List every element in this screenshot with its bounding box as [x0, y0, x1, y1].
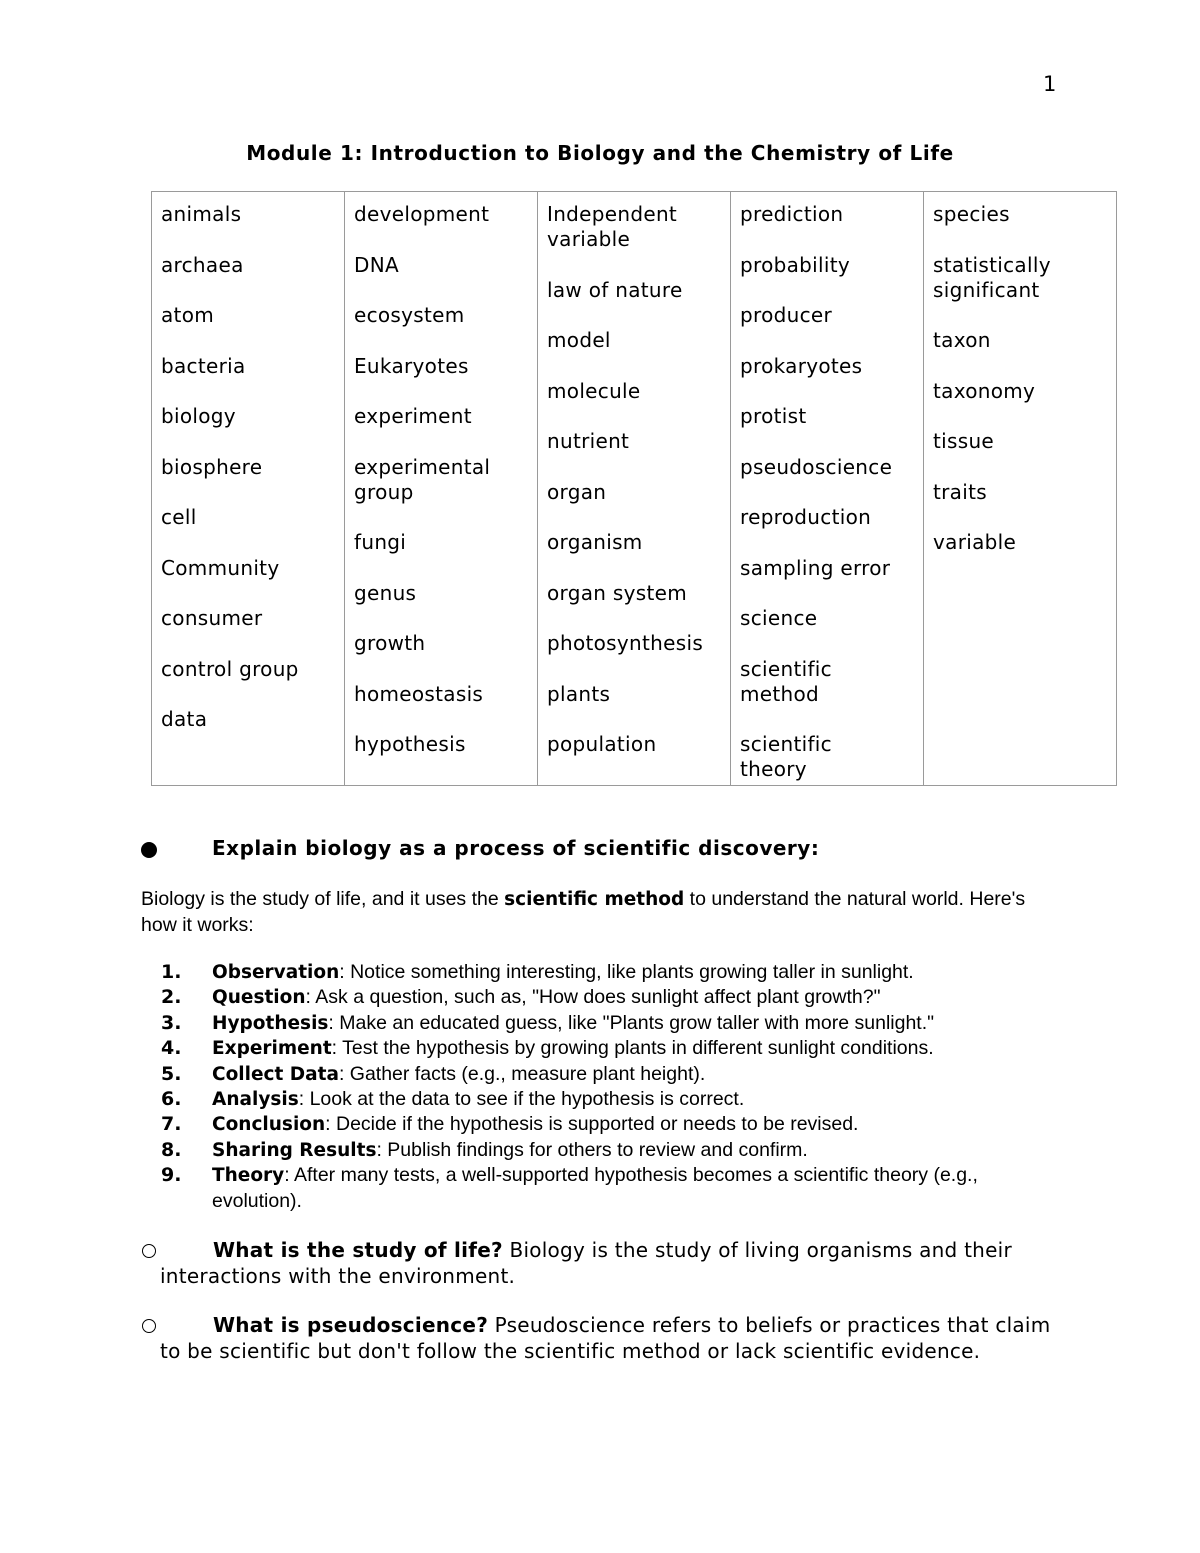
vocab-term: archaea [161, 252, 244, 277]
list-item [141, 1163, 1071, 1214]
step-number: 2. [161, 986, 182, 1009]
step-number: 7. [161, 1113, 182, 1136]
vocab-term: scientific method [740, 656, 832, 706]
list-item [141, 1011, 1071, 1036]
step-term: Hypothesis [212, 1012, 329, 1034]
step-term: Collect Data [212, 1063, 339, 1085]
vocab-term: ecosystem [354, 303, 465, 327]
vocab-term: organ [547, 479, 607, 504]
vocab-term: control group [161, 656, 299, 681]
vocab-term: Independent variable [547, 202, 678, 251]
vocab-term: taxon [933, 328, 991, 352]
vocab-term: population [547, 732, 657, 756]
step-number: 9. [161, 1164, 182, 1187]
step-number: 1. [161, 961, 182, 983]
qa-answer: Pseudoscience refers to beliefs or practices that claim to be scientific but don't follow the scientific method or lack scientific evidence. [160, 1313, 1051, 1363]
vocab-term: Community [161, 555, 280, 580]
page-number: 1 [1043, 72, 1057, 96]
vocab-term: protist [740, 404, 807, 428]
qa-answer: Biology is the study of living organisms and their interactions with the environment. [160, 1238, 1012, 1288]
vocab-column-4 [731, 192, 924, 786]
vocab-term: data [161, 707, 208, 731]
vocab-term: genus [354, 580, 417, 605]
vocab-term: photosynthesis [547, 631, 704, 655]
qa-item-study-of-life [141, 1238, 1071, 1289]
intro-text: to understand the natural world. Here's how it works: [141, 888, 1026, 936]
step-text: : Gather facts (e.g., measure plant height). [338, 1062, 706, 1085]
vocab-term: biosphere [161, 454, 263, 479]
vocab-term: traits [933, 479, 987, 504]
vocab-column-2 [345, 192, 538, 786]
vocab-term: sampling error [740, 555, 891, 580]
vocab-term: variable [933, 530, 1017, 554]
vocab-term: model [547, 328, 611, 352]
list-item [141, 1087, 1071, 1112]
table-row [152, 192, 1117, 786]
vocab-column-1 [152, 192, 345, 786]
vocab-term: statistically significant [933, 252, 1051, 302]
vocab-term: tissue [933, 429, 995, 453]
step-text: : Make an educated guess, like "Plants grow taller with more sunlight." [328, 1011, 935, 1034]
list-item [141, 1062, 1071, 1087]
vocab-term: probability [740, 252, 851, 277]
vocab-term: homeostasis [354, 681, 484, 706]
step-term: Conclusion [212, 1114, 326, 1136]
vocab-term: Eukaryotes [354, 353, 469, 378]
step-text: : After many tests, a well-supported hypothesis becomes a scientific theory (e.g., evolution). [212, 1164, 978, 1212]
vocab-term: experimental group [354, 454, 491, 504]
qa-question: What is pseudoscience? [213, 1313, 489, 1337]
list-item [141, 985, 1071, 1010]
step-term: Experiment [212, 1038, 332, 1060]
vocabulary-table [151, 191, 1117, 786]
vocab-term: fungi [354, 530, 407, 554]
vocab-term: scientific theory [740, 732, 832, 781]
step-number: 8. [161, 1138, 182, 1161]
qa-item-pseudoscience [141, 1313, 1071, 1364]
bullet-icon [141, 842, 157, 858]
vocab-term: producer [740, 303, 833, 327]
vocab-term: plants [547, 681, 611, 706]
step-number: 4. [161, 1037, 182, 1060]
vocab-term: science [740, 606, 818, 630]
step-text: : Test the hypothesis by growing plants in different sunlight conditions. [331, 1037, 934, 1060]
vocab-term: nutrient [547, 429, 630, 453]
list-item [141, 1036, 1071, 1061]
vocab-term: hypothesis [354, 732, 466, 756]
vocab-term: cell [161, 505, 197, 529]
step-text: : Decide if the hypothesis is supported or needs to be revised. [325, 1113, 859, 1136]
list-item [141, 1112, 1071, 1137]
vocab-term: prokaryotes [740, 353, 863, 378]
vocab-term: organism [547, 530, 643, 554]
step-term: Observation [212, 962, 340, 983]
step-text: : Look at the data to see if the hypothesis is correct. [298, 1088, 745, 1111]
qa-question: What is the study of life? [213, 1238, 503, 1262]
vocab-term: law of nature [547, 277, 683, 302]
step-number: 3. [161, 1011, 182, 1034]
vocab-column-5 [924, 192, 1117, 786]
vocab-term: molecule [547, 378, 641, 403]
intro-bold-term: scientific method [504, 889, 685, 910]
vocab-column-3 [538, 192, 731, 786]
hollow-bullet-icon [142, 1244, 156, 1258]
intro-paragraph [141, 887, 1061, 938]
vocab-term: prediction [740, 202, 844, 226]
vocab-term: pseudoscience [740, 454, 893, 479]
step-number: 6. [161, 1088, 182, 1111]
step-term: Theory [212, 1165, 285, 1187]
step-term: Analysis [212, 1089, 299, 1111]
vocab-term: atom [161, 303, 215, 327]
step-term: Sharing Results [212, 1139, 377, 1161]
list-item [141, 1138, 1071, 1163]
step-text: : Ask a question, such as, "How does sunlight affect plant growth?" [305, 986, 881, 1009]
scientific-method-steps [141, 960, 1071, 1214]
vocab-term: experiment [354, 404, 472, 428]
section-heading-text: Explain biology as a process of scientific discovery: [212, 836, 820, 860]
list-item [141, 960, 1071, 985]
step-number: 5. [161, 1062, 182, 1085]
hollow-bullet-icon [142, 1319, 156, 1333]
vocab-term: taxonomy [933, 378, 1036, 403]
step-text: : Publish findings for others to review and confirm. [376, 1138, 808, 1161]
step-term: Question [212, 987, 306, 1009]
vocab-term: development [354, 202, 490, 226]
vocab-term: bacteria [161, 353, 246, 378]
vocab-term: species [933, 202, 1010, 226]
vocab-term: biology [161, 404, 236, 428]
vocab-term: animals [161, 202, 242, 226]
step-text: : Notice something interesting, like plants growing taller in sunlight. [339, 961, 914, 983]
intro-text: Biology is the study of life, and it uses the [141, 888, 505, 910]
page-title: Module 1: Introduction to Biology and the Chemistry of Life [246, 141, 954, 165]
vocab-term: consumer [161, 606, 263, 630]
vocab-term: organ system [547, 580, 687, 605]
vocab-term: growth [354, 631, 426, 655]
vocab-term: reproduction [740, 505, 872, 529]
vocab-term: DNA [354, 252, 399, 277]
